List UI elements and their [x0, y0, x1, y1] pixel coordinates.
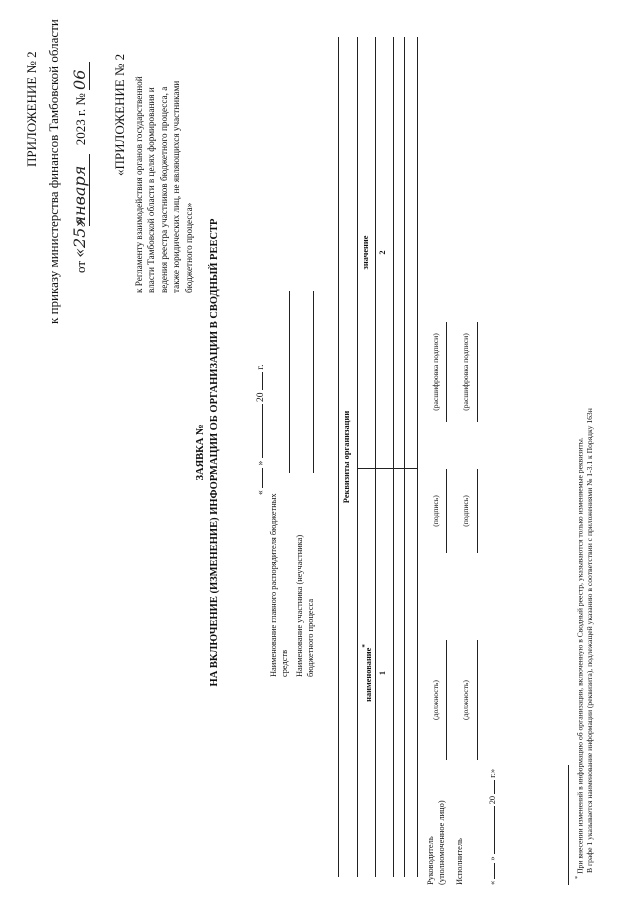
head-label: Руководитель: [426, 836, 435, 885]
participant-label-cont: бюджетного процесса: [306, 598, 315, 677]
date-year: 20: [256, 392, 266, 402]
table-group-header: Реквизиты организации: [342, 410, 351, 504]
head-position-line[interactable]: [446, 640, 447, 760]
col-value-number: 2: [378, 250, 387, 255]
date-close-quote: »: [256, 460, 266, 466]
document-date: [256, 365, 266, 495]
document-subtitle: НА ВКЛЮЧЕНИЕ (ИЗМЕНЕНИЕ) ИНФОРМАЦИИ ОБ ОРГАНИЗАЦИИ В СВОДНЫЙ РЕЕСТР: [209, 218, 220, 687]
inner-appendix-line: бюджетного процесса»: [183, 202, 194, 293]
order-line: к приказу министерства финансов Тамбовской области: [46, 19, 61, 324]
executor-signature-caption: (подпись): [461, 495, 470, 527]
appendix-title: ПРИЛОЖЕНИЕ № 2: [24, 51, 39, 167]
main-manager-label-cont: средств: [280, 649, 289, 677]
head-decoding-caption: (расшифровка подписи): [431, 333, 440, 411]
footnote-text-1: При внесении изменений в информацию об организации, включенную в Сводный реестр, указываются только изменяемые реквизиты.: [575, 437, 585, 874]
participant-label: Наименование участника (неучастника): [295, 534, 304, 677]
participant-input-line[interactable]: [313, 291, 314, 473]
col-value-header: значение: [361, 235, 370, 270]
number-label: №: [73, 93, 88, 106]
inner-appendix-line: к Регламенту взаимодействия органов государственной: [134, 76, 144, 293]
footnote-mark: *: [574, 875, 581, 879]
inner-appendix-line: власти Тамбовской области в целях формирования и: [146, 87, 157, 293]
inner-appendix-line: также юридических лиц, не являющихся участниками: [171, 80, 182, 293]
inner-appendix-line: ведения реестра участников бюджетного процесса, а: [158, 86, 169, 293]
head-signature-line[interactable]: [446, 469, 447, 553]
executor-position-caption: (должность): [461, 680, 470, 720]
head-position-caption: (должность): [431, 680, 440, 720]
executor-signature-line[interactable]: [477, 469, 478, 553]
sig-date-open: «: [488, 880, 497, 885]
handwritten-number: 06: [70, 62, 90, 90]
inner-appendix-title: «ПРИЛОЖЕНИЕ № 2: [112, 53, 127, 176]
executor-decoding-caption: (расшифровка подписи): [461, 333, 470, 411]
date-open-quote: «: [256, 490, 266, 495]
col-name-header: наименование*: [361, 644, 373, 702]
footnote-line-1: [574, 437, 585, 879]
signature-date: [488, 769, 497, 885]
footnote-marker: *: [361, 644, 369, 648]
executor-decoding-line[interactable]: [477, 322, 478, 422]
head-signature-caption: (подпись): [431, 495, 440, 527]
date-suffix: г.: [256, 364, 266, 370]
sig-date-mid: »: [488, 856, 497, 861]
main-manager-input-line[interactable]: [289, 291, 290, 473]
requisites-table: [338, 37, 418, 877]
sig-date-year: 20: [488, 795, 497, 805]
executor-label: Исполнитель: [455, 838, 464, 885]
inner-appendix-text: [133, 13, 195, 293]
order-date-line: [70, 62, 90, 273]
footnote-separator: [568, 765, 569, 885]
handwritten-month: января: [70, 154, 90, 226]
footnote-line-2: В графе 1 указывается наименование информации (реквизита), подлежащей указанию в соответствии с приложениями № 1-3.1 к Порядку 163н: [585, 408, 594, 873]
main-manager-label: Наименование главного распорядителя бюджетных: [269, 493, 278, 677]
col-name-number: 1: [378, 670, 387, 676]
executor-position-line[interactable]: [477, 640, 478, 760]
head-label-cont: (уполномоченное лицо): [437, 800, 446, 885]
table-row: [417, 37, 418, 877]
sig-date-suffix: г.»: [488, 768, 497, 778]
table-row: [404, 37, 405, 877]
from-label: от: [73, 260, 88, 273]
head-decoding-line[interactable]: [446, 322, 447, 422]
year-text: 2023 г.: [73, 108, 88, 146]
document-title: ЗАЯВКА №: [195, 424, 206, 481]
handwritten-day: «25»: [70, 217, 89, 258]
